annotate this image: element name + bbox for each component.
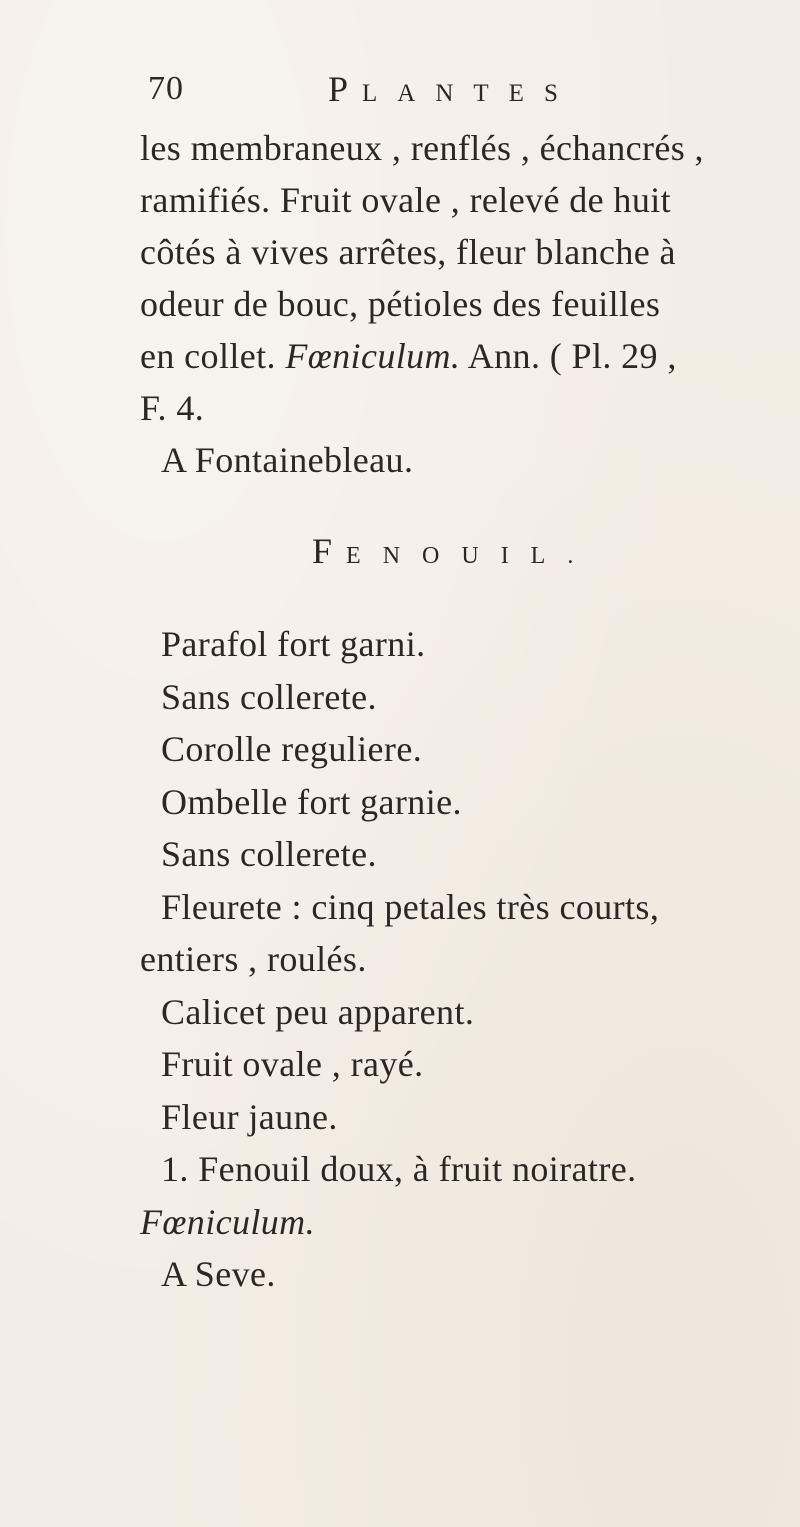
text-fragment: Ann. ( Pl. 29 , xyxy=(460,336,677,376)
character-line: Fleur jaune. xyxy=(161,1096,338,1137)
character-line: Corolle reguliere. xyxy=(161,729,423,769)
latin-name: Fœniculum. xyxy=(285,336,461,376)
section-title-rest: ENOUIL. xyxy=(346,543,596,569)
continued-paragraph xyxy=(140,122,790,486)
character-line: Sans collerete. xyxy=(161,834,377,874)
character-line: Fleurete : cinq petales très courts, xyxy=(161,886,660,927)
species-latin-name: Fœniculum. xyxy=(140,1201,315,1242)
species-locality: A Seve. xyxy=(161,1254,276,1294)
locality-line: A Fontainebleau. xyxy=(161,440,414,480)
character-line: Sans collerete. xyxy=(161,676,377,717)
character-line: Fruit ovale , rayé. xyxy=(161,1044,424,1084)
running-title-rest: LANTES xyxy=(362,80,578,107)
text-line: les membraneux , renflés , échancrés , xyxy=(140,128,704,168)
page-header xyxy=(0,68,800,118)
text-line xyxy=(140,330,790,382)
running-title xyxy=(328,68,578,110)
page-number: 70 xyxy=(148,70,184,107)
character-line: Parafol fort garni. xyxy=(161,624,426,664)
text-fragment: en collet. xyxy=(140,336,286,376)
text-line: F. 4. xyxy=(140,388,205,428)
character-line: Ombelle fort garnie. xyxy=(161,781,462,822)
text-line: ramifiés. Fruit ovale , relevé de huit xyxy=(140,180,672,220)
text-line: odeur de bouc, pétioles des feuilles xyxy=(140,284,661,324)
text-line: côtés à vives arrêtes, fleur blanche à xyxy=(140,232,676,272)
character-line: entiers , roulés. xyxy=(140,939,367,979)
character-line: Calicet peu apparent. xyxy=(161,991,475,1032)
section-title-initial: F xyxy=(312,531,333,571)
species-line: 1. Fenouil doux, à fruit noiratre. xyxy=(161,1149,637,1189)
section-title xyxy=(312,530,595,572)
running-title-initial: P xyxy=(328,69,349,109)
genus-characters xyxy=(140,618,800,1301)
